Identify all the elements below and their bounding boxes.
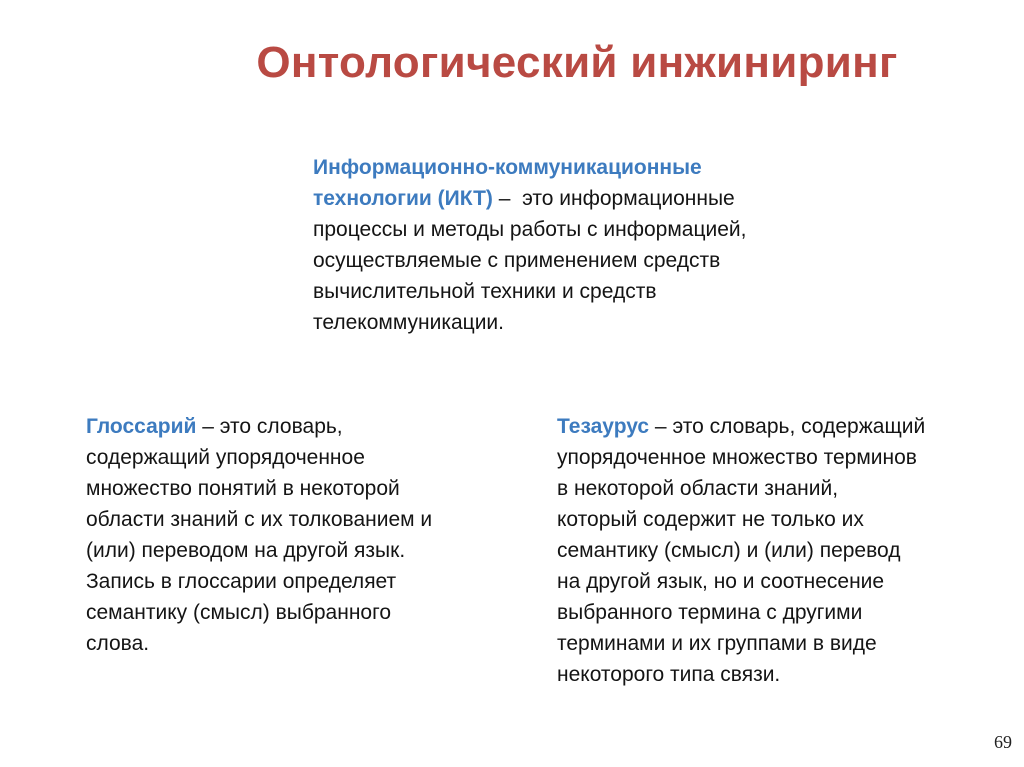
ikt-term-part-2: технологии (ИКТ) (313, 187, 493, 210)
thesaurus-line: упорядоченное множество терминов (557, 446, 917, 469)
glossary-line: слова. (86, 632, 150, 655)
ikt-line: вычислительной техники и средств (313, 280, 657, 303)
glossary-line: (или) переводом на другой язык. (86, 539, 406, 562)
glossary-line: Запись в глоссарии определяет (86, 570, 397, 593)
slide-title: Онтологический инжиниринг (256, 38, 898, 87)
glossary-line: семантику (смысл) выбранного (86, 601, 391, 624)
ikt-term-part-1: Информационно-коммуникационные (313, 156, 702, 179)
glossary-first-line (86, 411, 486, 442)
thesaurus-line: семантику (смысл) и (или) перевод (557, 539, 901, 562)
ikt-line: процессы и методы работы с информацией, (313, 218, 747, 241)
glossary-line: содержащий упорядоченное (86, 446, 365, 469)
thesaurus-line: некоторого типа связи. (557, 663, 781, 686)
glossary-term: Глоссарий (86, 415, 197, 438)
glossary-definition-start: – это словарь, (196, 415, 343, 438)
ikt-term-line-2 (313, 183, 833, 214)
ikt-term-line-1 (313, 152, 833, 183)
thesaurus-line: выбранного термина с другими (557, 601, 863, 624)
thesaurus-line: который содержит не только их (557, 508, 864, 531)
thesaurus-term: Тезаурус (557, 415, 650, 438)
thesaurus-first-line (557, 411, 967, 442)
ikt-definition-start: – это информационные (492, 187, 735, 210)
thesaurus-definition-start: – это словарь, содержащий (649, 415, 926, 438)
ikt-line: телекоммуникации. (313, 311, 504, 334)
thesaurus-definition (557, 411, 967, 690)
glossary-definition (86, 411, 486, 659)
ikt-line: осуществляемые с применением средств (313, 249, 721, 272)
thesaurus-line: в некоторой области знаний, (557, 477, 839, 500)
thesaurus-line: терминами и их группами в виде (557, 632, 877, 655)
ikt-definition (313, 152, 833, 338)
thesaurus-line: на другой язык, но и соотнесение (557, 570, 885, 593)
glossary-line: множество понятий в некоторой (86, 477, 400, 500)
page-number: 69 (994, 732, 1012, 752)
glossary-line: области знаний с их толкованием и (86, 508, 433, 531)
